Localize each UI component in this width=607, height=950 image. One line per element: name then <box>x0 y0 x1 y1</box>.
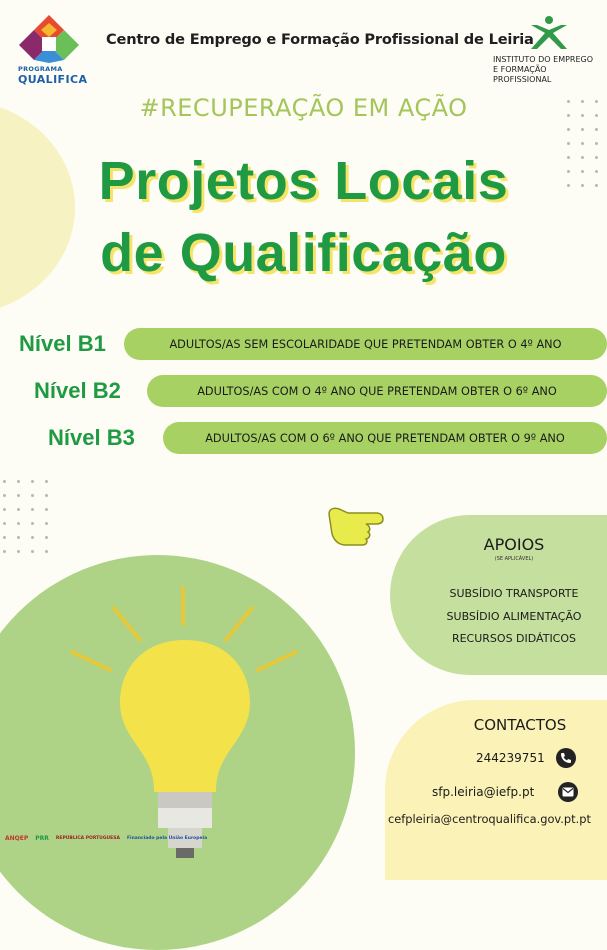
anqep-logo: ANQEP <box>5 835 29 842</box>
level-b1-label: Nível B1 <box>19 331 106 356</box>
level-b3-label: Nível B3 <box>48 425 135 450</box>
apoios-item: SUBSÍDIO TRANSPORTE <box>449 587 579 600</box>
prr-logo: PRR <box>35 835 49 842</box>
iefp-logo <box>527 15 571 55</box>
iefp-emblem-icon <box>527 15 571 51</box>
program-label: PROGRAMA <box>18 65 63 73</box>
apoios-title: APOIOS <box>483 535 545 554</box>
phone-icon <box>556 748 576 768</box>
pointing-hand-icon <box>326 500 392 548</box>
institute-name: INSTITUTO DO EMPREGO E FORMAÇÃO PROFISSIONAL <box>493 55 594 84</box>
contact-email-secondary[interactable]: cefpleiria@centroqualifica.gov.pt.pt <box>388 812 591 826</box>
program-name: QUALIFICA <box>18 73 88 86</box>
level-b2-description: ADULTOS/AS COM O 4º ANO QUE PRETENDAM OBTER O 6º ANO <box>147 375 607 407</box>
apoios-item: RECURSOS DIDÁTICOS <box>451 632 577 645</box>
apoios-subtitle: (SE APLICÁVEL) <box>494 556 534 562</box>
contact-phone[interactable]: 244239751 <box>476 751 545 765</box>
email-icon <box>558 782 578 802</box>
level-b2-label: Nível B2 <box>34 378 121 403</box>
contactos-title: CONTACTOS <box>473 716 567 734</box>
centre-title: Centro de Emprego e Formação Profissional de Leiria <box>106 31 534 48</box>
footer-logo-strip <box>5 835 207 842</box>
decor-dot-grid <box>3 480 48 553</box>
eu-funding-logo: Financiado pela União Europeia <box>126 836 208 841</box>
level-b3-description: ADULTOS/AS COM O 6º ANO QUE PRETENDAM OBTER O 9º ANO <box>163 422 607 454</box>
lightbulb-illustration <box>60 580 310 858</box>
contact-email-primary[interactable]: sfp.leiria@iefp.pt <box>432 785 535 799</box>
apoios-item: SUBSÍDIO ALIMENTAÇÃO <box>446 610 582 623</box>
level-b1-description: ADULTOS/AS SEM ESCOLARIDADE QUE PRETENDAM OBTER O 4º ANO <box>124 328 607 360</box>
page-title-line-1: Projetos Locais <box>98 151 509 211</box>
page-title-line-2: de Qualificação <box>100 223 507 283</box>
campaign-hashtag: #RECUPERAÇÃO EM AÇÃO <box>139 94 468 122</box>
republica-portuguesa-logo: REPÚBLICA PORTUGUESA <box>55 836 120 841</box>
qualifica-diamond-icon <box>18 15 80 63</box>
qualifica-logo <box>18 15 88 85</box>
